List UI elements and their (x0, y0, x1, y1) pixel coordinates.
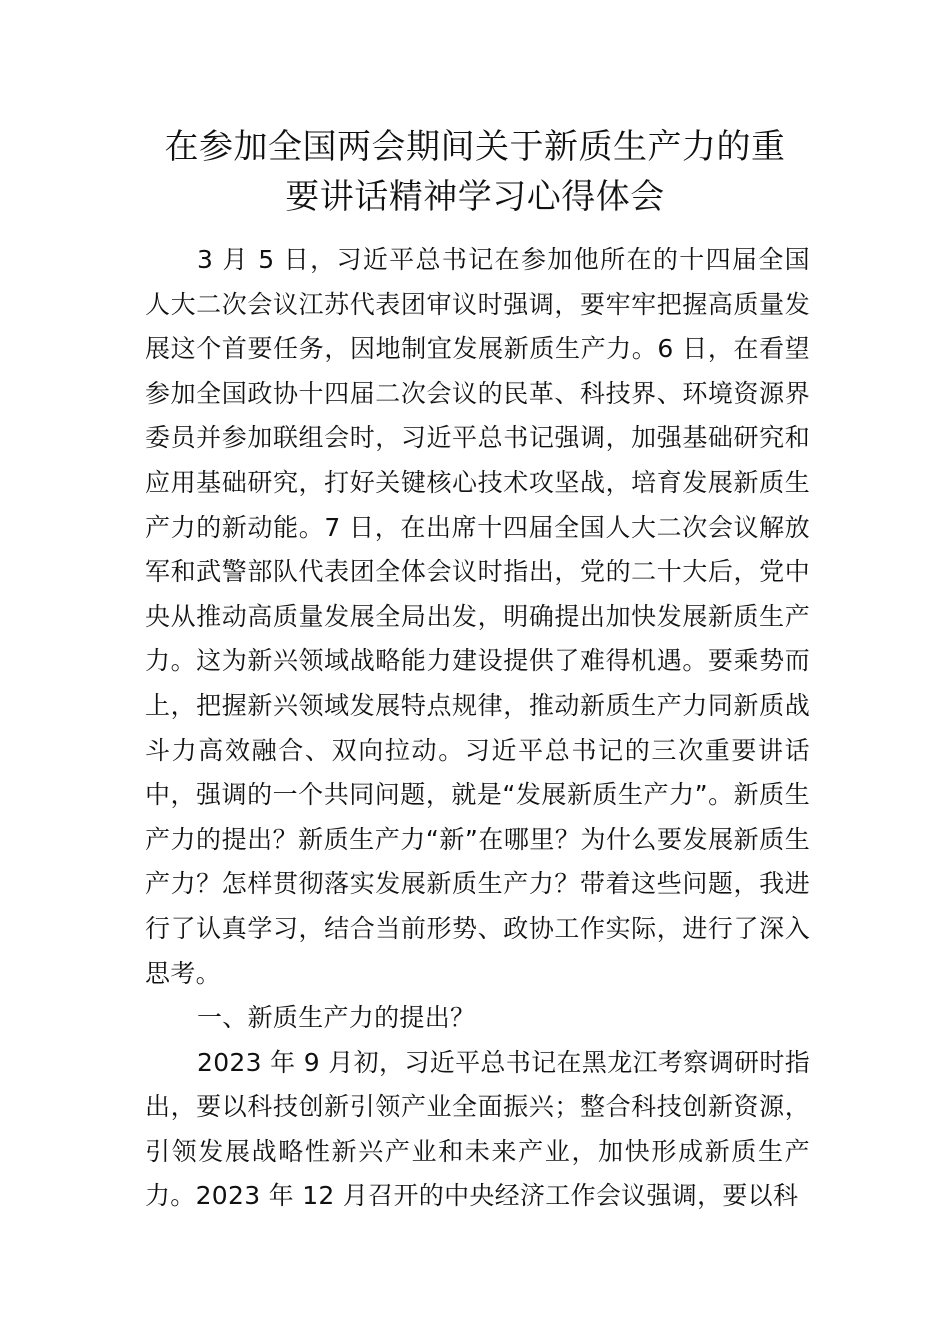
paragraph-section-1: 2023 年 9 月初，习近平总书记在黑龙江考察调研时指出，要以科技创新引领产业全面振兴；整合科技创新资源，引领发展战略性新兴产业和未来产业，加快形成新质生产力。2023 年 12 月召开的中央经济工作会议强调，要以科 (145, 1047, 810, 1211)
title-line-1: 在参加全国两会期间关于新质生产力的重 (164, 127, 786, 167)
paragraph-intro: 3 月 5 日，习近平总书记在参加他所在的十四届全国人大二次会议江苏代表团审议时强调，要牢牢把握高质量发展这个首要任务，因地制宜发展新质生产力。6 日，在看望参加全国政协十四届二次会议的民革、科技界、环境资源界委员并参加联组会时，习近平总书记强调，加强基础研究和应用基础研究，打好关键核心技术攻坚战，培育发展新质生产力的新动能。7 日，在出席十四届全国人大二次会议解放军和武警部队代表团全体会议时指出，党的二十大后，党中央从推动高质量发展全局出发，明确提出加快发展新质生产力。这为新兴领域战略能力建设提供了难得机遇。要乘势而上，把握新兴领域发展特点规律，推动新质生产力同新质战斗力高效融合、双向拉动。习近平总书记的三次重要讲话中，强调的一个共同问题，就是“发展新质生产力”。新质生产力的提出？新质生产力“新”在哪里？为什么要发展新质生产力？怎样贯彻落实发展新质生产力？带着这些问题，我进行了认真学习，结合当前形势、政协工作实际，进行了深入思考。 (145, 245, 810, 988)
title-line-2: 要讲话精神学习心得体会 (285, 177, 665, 217)
section-heading-1: 一、新质生产力的提出？ (197, 1003, 476, 1033)
document-body (145, 238, 810, 1219)
document-title (120, 122, 830, 222)
